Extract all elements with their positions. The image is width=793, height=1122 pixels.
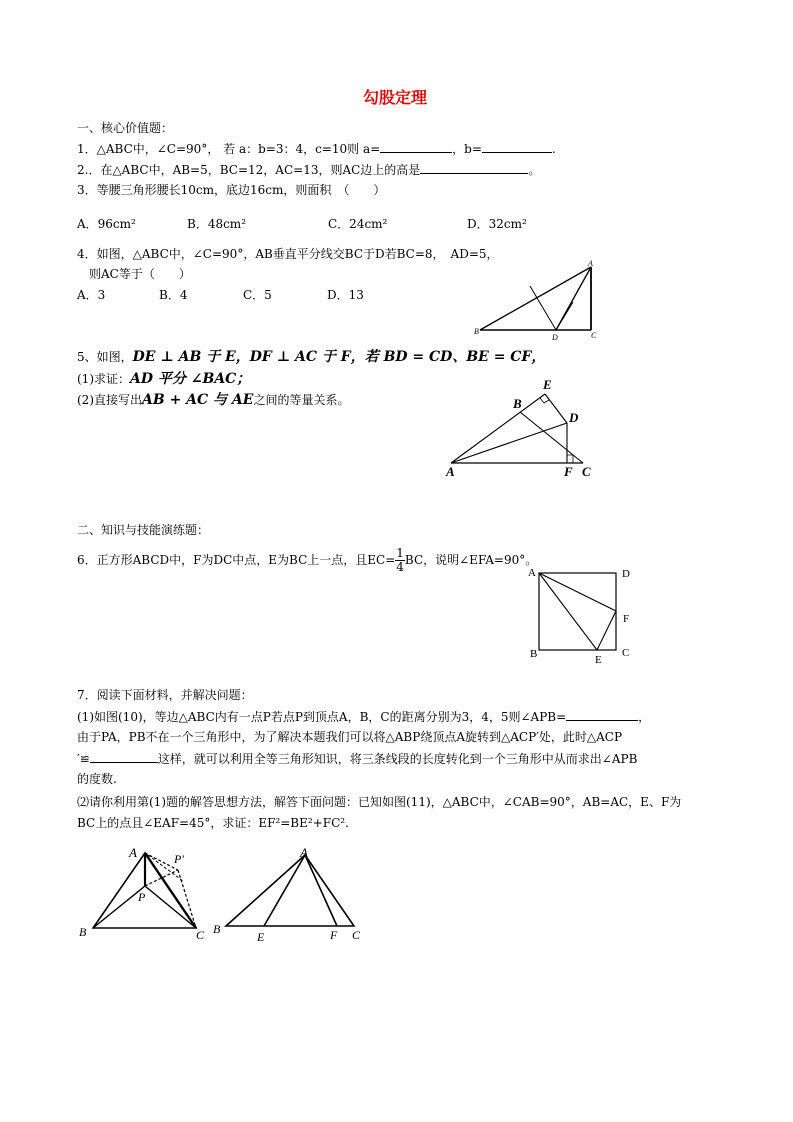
q4-label-a: A (588, 259, 593, 268)
question-5-line-1 (77, 349, 545, 365)
q4-figure (470, 258, 610, 343)
q5-line2-math: AD 平分 ∠BAC； (130, 371, 251, 387)
q6-fraction (395, 547, 405, 574)
fig11-label-c: C (352, 928, 361, 942)
q4-label-d: D (552, 333, 558, 342)
q4-option-c: C．5 (243, 288, 272, 302)
q1-end: . (551, 142, 556, 156)
fig11-line-af (305, 855, 337, 926)
section-2-heading: 二、知识与技能演练题： (77, 523, 210, 537)
q5-figure (440, 378, 600, 480)
q5-line-ae (451, 394, 545, 463)
q6-label-e: E (595, 654, 602, 666)
q5-label-f: F (564, 464, 573, 479)
q6-label-d: D (622, 568, 630, 580)
q4-label-b: B (474, 327, 479, 336)
q6-label-f: F (623, 613, 630, 625)
question-7-part2-line1: ⑵请你利用第(1)题的解答思想方法，解答下面问题：已知如图(11)，△ABC中，∠CAB=90°，AB=AC，E、F为 (77, 795, 682, 809)
q5-label-d: D (569, 410, 579, 425)
q1-mid: ，b= (452, 142, 482, 156)
q3-option-b: B．48cm² (187, 217, 246, 231)
q6-post: BC，说明∠EFA=90°。 (404, 553, 538, 567)
q5-line-ed (545, 394, 567, 423)
q4-option-d: D．13 (327, 288, 364, 302)
question-5-line-2 (77, 371, 250, 387)
q4-option-b: B．4 (159, 288, 188, 302)
q6-label-c: C (622, 647, 630, 659)
q6-pre: 6．正方形ABCD中，F为DC中点，E为BC上一点，且EC= (77, 553, 396, 567)
q5-line1-pre: 5、如图， (77, 350, 133, 364)
fig11-line-ae (264, 855, 305, 926)
question-7-part1-line4: 的度数. (77, 772, 117, 786)
q4-bisector-right (556, 302, 573, 330)
question-2 (77, 161, 540, 178)
q2-blank[interactable] (420, 161, 528, 174)
q6-square (539, 573, 616, 650)
q7-figure-11 (210, 843, 370, 943)
question-7-part1-line3 (77, 750, 637, 767)
q6-line-af (539, 573, 616, 611)
q7-figure-10 (75, 843, 215, 943)
q5-label-e: E (543, 377, 552, 392)
q5-line3-pre: (2)直接写出 (77, 393, 142, 407)
q4-label-c: C (591, 331, 597, 340)
fig11-label-e: E (257, 930, 265, 944)
q4-side-ab (480, 267, 591, 330)
q5-label-b: B (513, 396, 522, 411)
fig10-label-p: P (138, 890, 146, 904)
q5-right-angle-e (540, 398, 549, 403)
question-6 (77, 543, 537, 577)
q6-line-ef (597, 611, 616, 650)
q7-p1-line1: (1)如图(10)，等边△ABC内有一点P若点P到顶点A，B，C的距离分别为3，4，5则∠APB= (77, 710, 567, 724)
fig10-label-a: A (129, 845, 137, 860)
question-1 (77, 140, 556, 157)
q1-text: 1．△ABC中，∠C=90°， 若 a：b=3：4，c=10则 a= (77, 142, 381, 156)
question-4-line-2: 则AC等于（ ） (89, 267, 191, 281)
q1-blank-a[interactable] (380, 140, 452, 153)
q3-option-c: C．24cm² (328, 217, 388, 231)
question-7-part1-line2: 由于PA，PB不在一个三角形中，为了解决本题我们可以将△ABP绕顶点A旋转到△ACP′处，此时△ACP (77, 730, 623, 744)
q6-denominator: 4 (396, 560, 404, 574)
q6-label-a: A (528, 567, 536, 579)
fig11-label-b: B (213, 922, 221, 936)
q3-option-a: A．96cm² (77, 217, 136, 231)
q6-label-b: B (530, 648, 538, 660)
q1-blank-b[interactable] (482, 140, 552, 153)
q5-line3-math: AB + AC 与 AE (142, 392, 254, 408)
q7-p1-line3-post: 这样，就可以利用全等三角形知识，将三条线段的长度转化到一个三角形中从而求出∠APB (157, 752, 638, 766)
question-5-line-3 (77, 392, 349, 408)
q5-line1-math: DE ⊥ AB 于 E，DF ⊥ AC 于 F，若 BD = CD、BE = CF， (132, 349, 546, 365)
question-4-line-1: 4．如图，△ABC中，∠C=90°，AB垂直平分线交BC于D若BC=8， AD=5， (77, 247, 499, 261)
q5-label-c: C (582, 464, 591, 479)
q6-line-ae (539, 573, 597, 650)
q3-option-d: D．32cm² (467, 217, 527, 231)
q4-bisector-left (530, 286, 556, 330)
q6-numerator: 1 (396, 546, 404, 560)
question-7-heading: 7．阅读下面材料，并解决问题： (77, 688, 253, 702)
q6-figure (525, 563, 640, 668)
q7-p1-line3-pre: ′≌ (77, 752, 90, 766)
question-3: 3．等腰三角形腰长10cm，底边16cm，则面积 （ ） (77, 183, 386, 197)
q7-p1-line1-end: ， (638, 710, 651, 724)
q2-end: 。 (528, 163, 541, 177)
fig10-label-b: B (79, 925, 87, 939)
fig11-label-f: F (330, 928, 338, 942)
question-7-part1-line1 (77, 708, 650, 725)
q5-right-angle-f (567, 455, 573, 463)
fig10-line-ac-thick (145, 853, 196, 928)
q5-label-a: A (446, 464, 455, 479)
fig10-label-p2: P′ (174, 852, 184, 866)
q7-blank-apb[interactable] (566, 708, 638, 721)
q5-line-ad (451, 423, 567, 463)
fig11-label-a: A (300, 845, 308, 860)
page-title: 勾股定理 (363, 88, 428, 107)
section-1-heading: 一、核心价值题： (77, 121, 174, 135)
q7-blank-congruent[interactable] (90, 750, 158, 763)
fig11-triangle-abc (226, 855, 354, 926)
q2-text: 2.．在△ABC中，AB=5，BC=12，AC=13，则AC边上的高是 (77, 163, 421, 177)
q5-line2-pre: (1)求证： (77, 372, 130, 386)
q5-line3-end: 之间的等量关系。 (253, 393, 350, 407)
question-7-part2-line2: BC上的点且∠EAF=45°，求证：EF²=BE²+FC². (77, 816, 349, 830)
fig10-label-c: C (196, 928, 205, 942)
q4-option-a: A．3 (77, 288, 106, 302)
